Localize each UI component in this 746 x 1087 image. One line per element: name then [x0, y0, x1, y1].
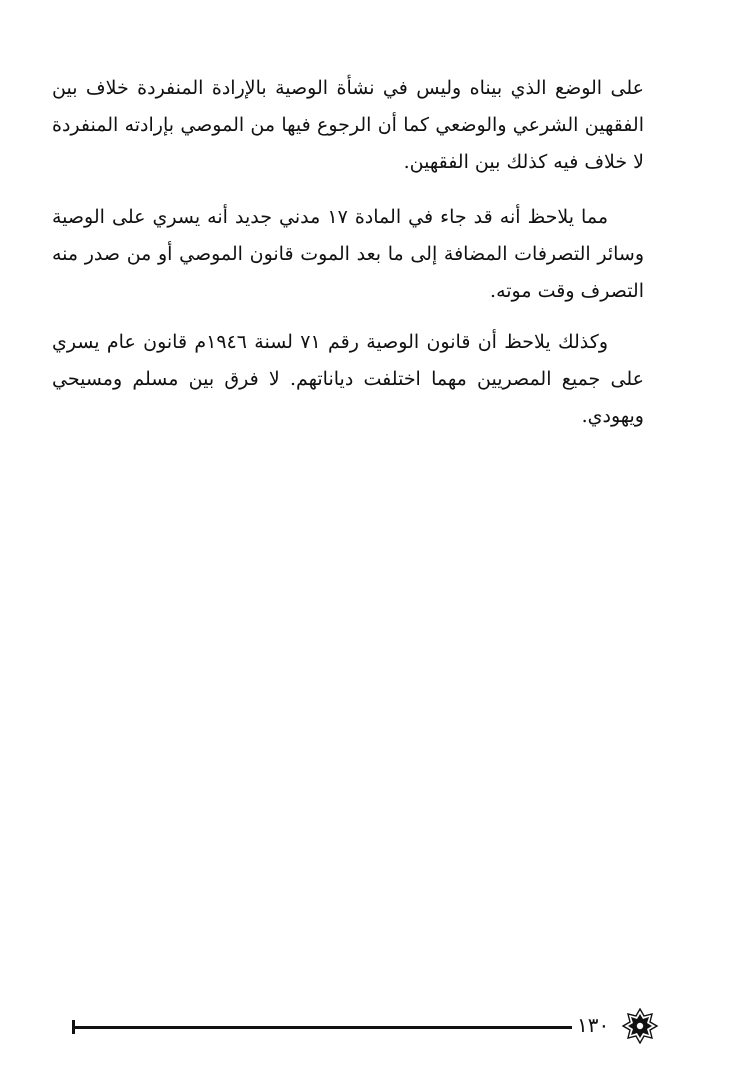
footer-rule [72, 1026, 572, 1029]
page-number: ١٣٠ [577, 1013, 610, 1037]
page-footer [62, 1008, 672, 1048]
paragraph-1: على الوضع الذي بيناه وليس في نشأة الوصية بالإرادة المنفردة خلاف بين الفقهين الشرعي والوضعي كما أن الرجوع فيها من الموصي بإرادته المنفردة لا خلاف فيه كذلك بين الفقهين. [52, 77, 644, 173]
paragraph-3: وكذلك يلاحظ أن قانون الوصية رقم ٧١ لسنة ١٩٤٦م قانون عام يسري على جميع المصريين مهما اختلفت دياناتهم. لا فرق بين مسلم ومسيحي ويهودي. [52, 331, 644, 427]
paragraph-2: مما يلاحظ أنه قد جاء في المادة ١٧ مدني جديد أنه يسري على الوصية وسائر التصرفات المضافة إلى ما بعد الموت قانون الموصي أو من صدر منه التصرف وقت موته. [52, 206, 644, 302]
eight-point-star-icon [622, 1008, 658, 1044]
